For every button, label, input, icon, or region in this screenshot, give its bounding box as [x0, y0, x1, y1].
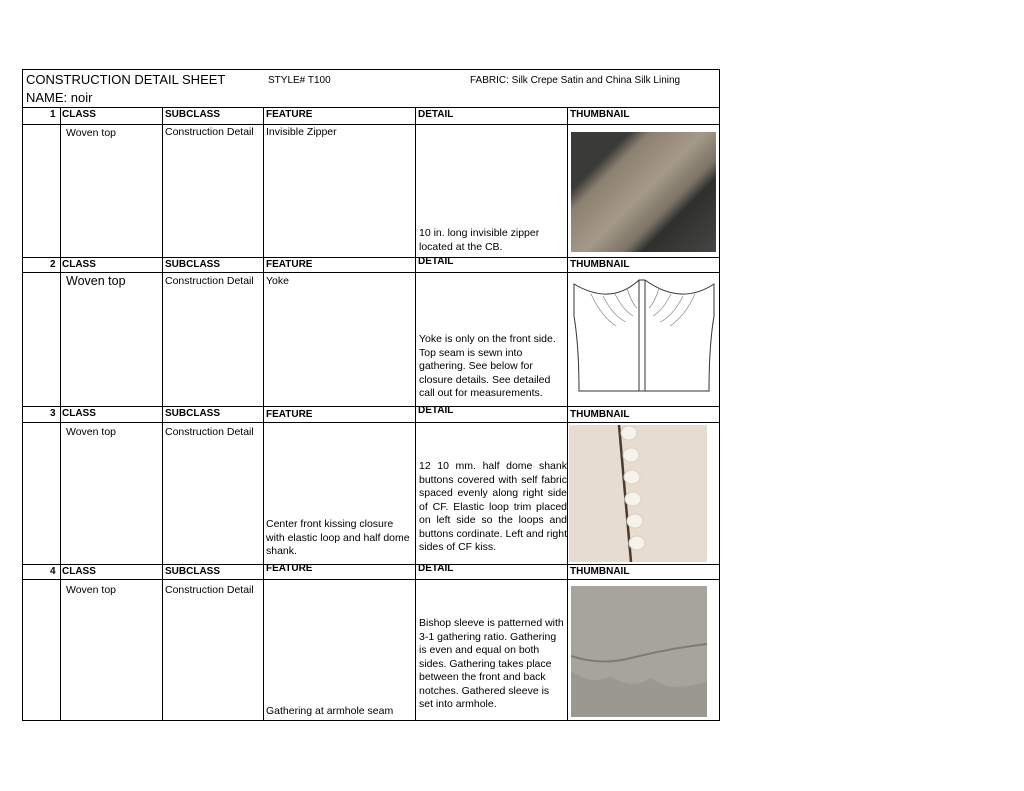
- col-class: CLASS: [62, 408, 96, 419]
- subclass-cell: Construction Detail: [165, 584, 254, 596]
- class-cell: Woven top: [66, 127, 117, 139]
- subclass-cell: Construction Detail: [165, 426, 254, 438]
- detail-cell: 10 in. long invisible zipper located at the CB.: [419, 227, 540, 253]
- col-class: CLASS: [62, 109, 96, 120]
- col-detail: DETAIL: [418, 109, 454, 120]
- col-class: CLASS: [62, 566, 96, 577]
- style-name: NAME: noir: [26, 90, 93, 105]
- buttons-thumbnail: [569, 425, 707, 562]
- col-class: CLASS: [62, 259, 96, 270]
- col-subclass: SUBCLASS: [165, 408, 221, 419]
- col-detail: DETAIL: [418, 405, 454, 416]
- col-subclass: SUBCLASS: [165, 259, 221, 270]
- class-cell: Woven top: [66, 426, 117, 438]
- col-thumbnail: THUMBNAIL: [570, 259, 630, 270]
- feature-cell: Gathering at armhole seam: [266, 705, 394, 717]
- row-number: 1: [50, 109, 56, 120]
- feature-cell: Center front kissing closure with elastic loop and half dome shank.: [266, 518, 410, 557]
- col-detail: DETAIL: [418, 256, 454, 267]
- col-feature: FEATURE: [266, 259, 313, 270]
- detail-cell: 12 10 mm. half dome shank buttons covered with self fabric spaced evenly along right side of CF. Elastic loop trim placed on left side so the loops and buttons cordinate. Left and right sides of CF kiss.: [419, 460, 567, 553]
- class-cell: Woven top: [66, 274, 126, 288]
- col-feature: FEATURE: [266, 563, 313, 574]
- col-feature: FEATURE: [266, 109, 313, 120]
- yoke-sketch-thumbnail: [571, 276, 717, 402]
- gathering-thumbnail: [571, 586, 707, 717]
- subclass-cell: Construction Detail: [165, 126, 254, 138]
- style-number: STYLE# T100: [268, 75, 331, 86]
- col-thumbnail: THUMBNAIL: [570, 566, 630, 577]
- col-thumbnail: THUMBNAIL: [570, 409, 630, 420]
- feature-cell: Yoke: [266, 275, 289, 287]
- zipper-thumbnail: [571, 132, 716, 252]
- col-thumbnail: THUMBNAIL: [570, 109, 630, 120]
- row-number: 2: [50, 259, 56, 270]
- subclass-cell: Construction Detail: [165, 275, 254, 287]
- row-number: 4: [50, 566, 56, 577]
- detail-cell: Bishop sleeve is patterned with 3-1 gathering ratio. Gathering is even and equal on both sides. Gathering takes place between the front and back notches. Gathered sleeve is set into armhole.: [419, 617, 564, 710]
- row-number: 3: [50, 408, 56, 419]
- class-cell: Woven top: [66, 584, 117, 596]
- feature-cell: Invisible Zipper: [266, 126, 337, 138]
- col-feature: FEATURE: [266, 409, 313, 420]
- detail-cell: Yoke is only on the front side. Top seam is sewn into gathering. See below for closure details. See detailed call out for measurements.: [419, 333, 556, 399]
- col-subclass: SUBCLASS: [165, 109, 221, 120]
- col-subclass: SUBCLASS: [165, 566, 221, 577]
- fabric: FABRIC: Silk Crepe Satin and China Silk Lining: [470, 75, 681, 86]
- col-detail: DETAIL: [418, 563, 454, 574]
- sheet-title: CONSTRUCTION DETAIL SHEET: [26, 72, 226, 87]
